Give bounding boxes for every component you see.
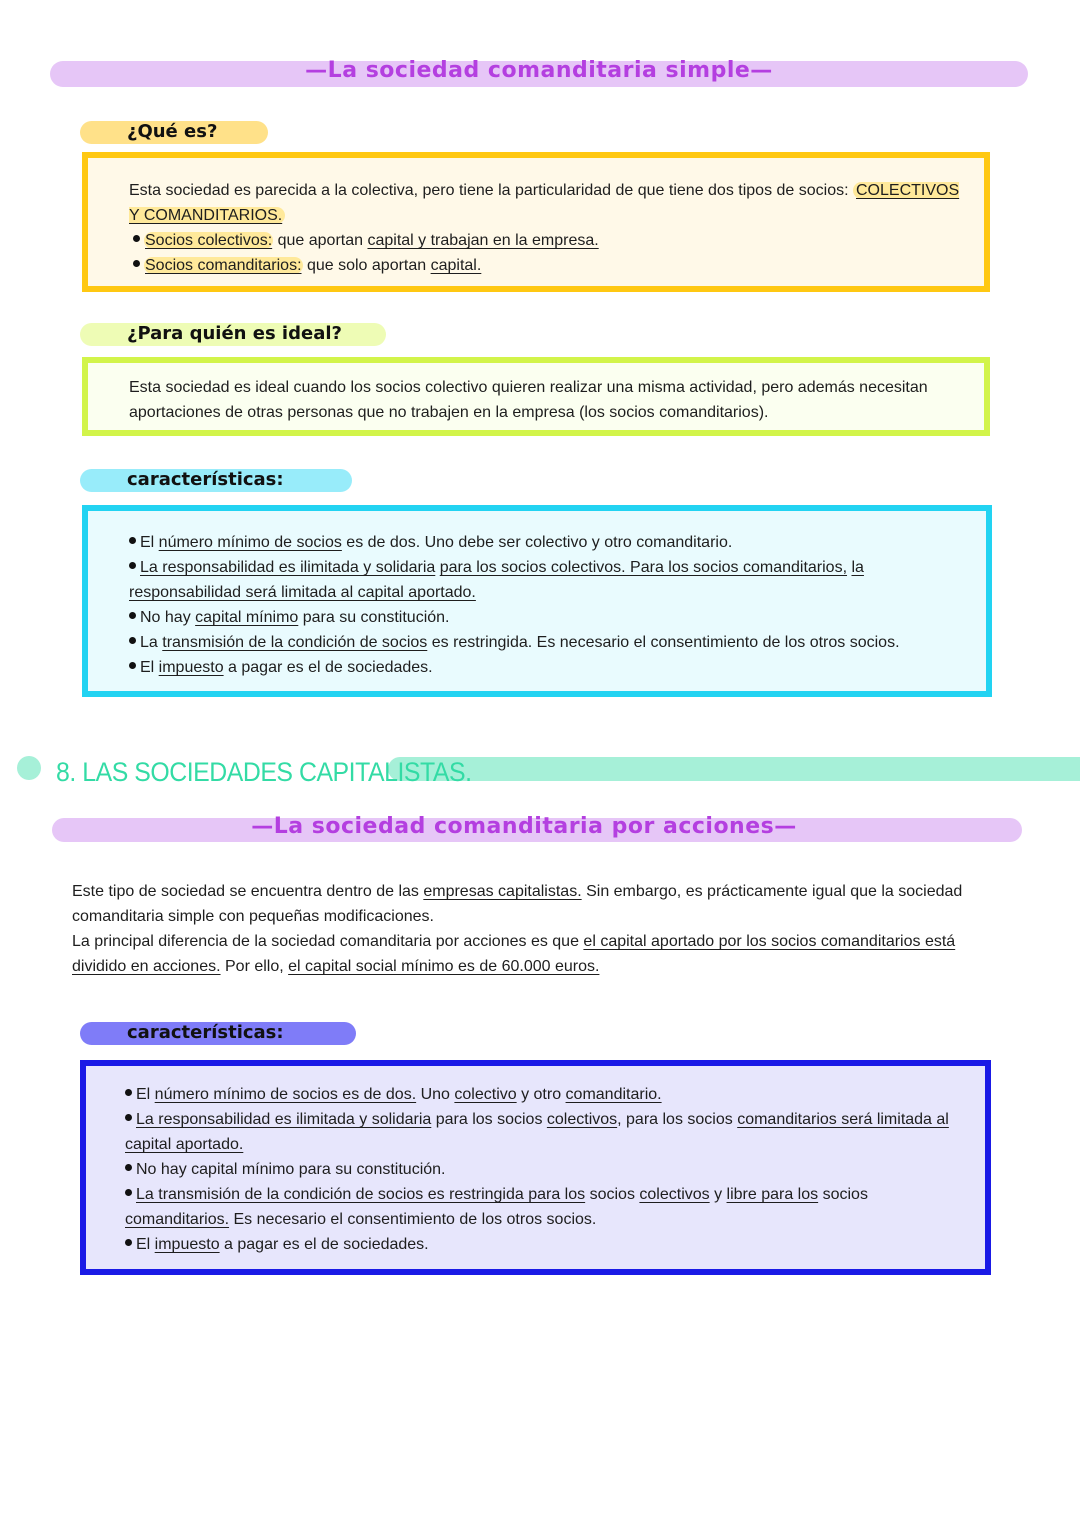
acciones-intro (72, 879, 972, 979)
list-item: La transmisión de la condición de socios es restringida para los socios colectivos y libre para los socios comanditarios. Es necesario el consentimiento de los otros socios. (125, 1186, 868, 1228)
label-que-es-text: ¿Qué es? (127, 121, 218, 142)
bullet-icon (133, 235, 140, 242)
box-que-es (82, 152, 990, 292)
bullet-icon (129, 562, 136, 569)
label-para-quien (80, 323, 386, 346)
box-caracteristicas-simple (82, 505, 992, 697)
que-es-intro: Esta sociedad es parecida a la colectiva, pero tiene la particularidad de que tiene dos tipos de socios: COLECTIVOS Y COMANDITARIOS. (129, 182, 960, 224)
list-item: El impuesto a pagar es el de sociedades. (129, 655, 974, 680)
bullet-icon (129, 537, 136, 544)
list-item: Socios colectivos: que aportan capital y trabajan en la empresa. (129, 228, 969, 253)
section-title-comanditaria-acciones (52, 814, 1022, 842)
label-caracteristicas-simple (80, 469, 352, 492)
bullet-icon (125, 1089, 132, 1096)
caracteristicas-acciones-list (125, 1082, 955, 1257)
list-item: La transmisión de la condición de socios es restringida. Es necesario el consentimiento de los otros socios. (129, 630, 974, 655)
list-item: No hay capital mínimo para su constitución. (125, 1157, 955, 1182)
box-caracteristicas-acciones (80, 1060, 991, 1275)
section-title-text: —La sociedad comanditaria por acciones— (251, 814, 797, 839)
bullet-icon (129, 662, 136, 669)
bullet-icon (125, 1239, 132, 1246)
list-item: El número mínimo de socios es de dos. Uno debe ser colectivo y otro comanditario. (129, 530, 974, 555)
section-heading-capitalistas: 8. LAS SOCIEDADES CAPITALISTAS. (56, 757, 472, 787)
heading-dot-icon (17, 756, 41, 780)
bullet-icon (129, 637, 136, 644)
section-title-comanditaria-simple (50, 58, 1028, 87)
label-caracteristicas-acciones-text: características: (127, 1022, 284, 1043)
heading-bar (388, 757, 1080, 781)
list-item: El número mínimo de socios es de dos. Uno colectivo y otro comanditario. (125, 1082, 955, 1107)
label-caracteristicas-simple-text: características: (127, 469, 284, 490)
label-caracteristicas-acciones (80, 1022, 356, 1045)
caracteristicas-simple-list (129, 530, 974, 680)
list-item: La responsabilidad es ilimitada y solidaria para los socios colectivos, para los socios comanditarios será limitada al capital aportado. (125, 1111, 949, 1153)
intro-paragraph-2: La principal diferencia de la sociedad comanditaria por acciones es que el capital aportado por los socios comanditarios está dividido en acciones. Por ello, el capital social mínimo es de 60.000 euros. (72, 933, 956, 975)
list-item: La responsabilidad es ilimitada y solidaria para los socios colectivos. Para los socios comanditarios, la responsabilidad será limitada al capital aportado. (129, 559, 864, 601)
bullet-icon (125, 1189, 132, 1196)
highlight-tipos-socios: COLECTIVOS Y COMANDITARIOS. (129, 182, 960, 224)
ideal-text: Esta sociedad es ideal cuando los socios colectivo quieren realizar una misma actividad, pero además necesitan aportaciones de otras personas que no trabajen en la empresa (los socios comanditarios). (129, 379, 928, 421)
label-para-quien-text: ¿Para quién es ideal? (127, 323, 342, 344)
que-es-content (129, 178, 969, 278)
bullet-icon (125, 1114, 132, 1121)
list-item: El impuesto a pagar es el de sociedades. (125, 1232, 955, 1257)
bullet-icon (125, 1164, 132, 1171)
section-title-text: —La sociedad comanditaria simple— (305, 58, 773, 83)
label-que-es (80, 121, 268, 144)
intro-paragraph-1: Este tipo de sociedad se encuentra dentro de las empresas capitalistas. Sin embargo, es prácticamente igual que la sociedad comanditaria simple con pequeñas modificaciones. (72, 883, 963, 925)
list-item: No hay capital mínimo para su constitución. (129, 605, 974, 630)
list-item: Socios comanditarios: que solo aportan capital. (129, 253, 969, 278)
bullet-icon (133, 260, 140, 267)
box-ideal (82, 357, 990, 436)
bullet-icon (129, 612, 136, 619)
